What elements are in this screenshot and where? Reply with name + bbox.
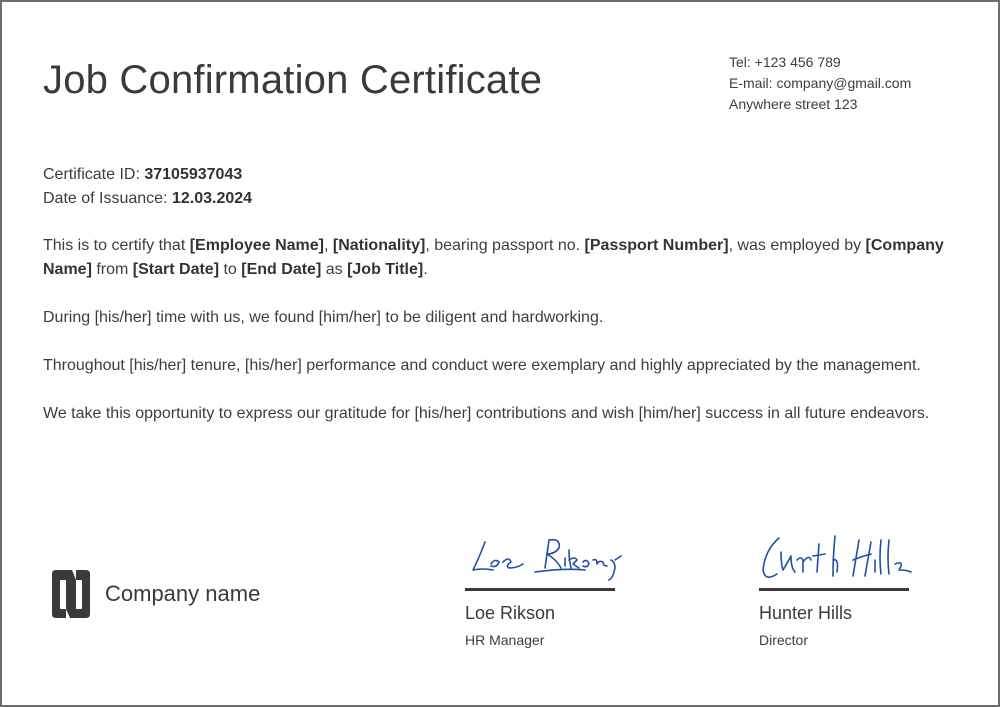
page-title: Job Confirmation Certificate — [43, 58, 543, 102]
end-date-placeholder: [End Date] — [241, 261, 322, 278]
paragraph-diligence: During [his/her] time with us, we found [him/her] to be diligent and hardworking. — [43, 309, 604, 326]
signature-block-director — [759, 530, 909, 648]
contact-phone: Tel: +123 456 789 — [729, 54, 841, 70]
signature-block-hr — [465, 530, 615, 648]
certificate-id-label: Certificate ID: — [43, 166, 145, 183]
contact-block — [729, 52, 911, 115]
signature-hr-manager — [465, 530, 630, 588]
signature-line — [465, 588, 615, 591]
text-fragment: to — [219, 261, 242, 278]
passport-number-placeholder: [Passport Number] — [584, 237, 729, 254]
contact-address: Anywhere street 123 — [729, 96, 858, 112]
company-name: Company name — [105, 581, 261, 606]
issuance-date-value: 12.03.2024 — [171, 190, 253, 207]
start-date-placeholder: [Start Date] — [132, 261, 220, 278]
paragraph-performance: Throughout [his/her] tenure, [his/her] performance and conduct were exemplary and highly appreciated by the management. — [43, 357, 921, 374]
contact-email: E-mail: company@gmail.com — [729, 75, 912, 91]
signer-name: Hunter Hills — [759, 603, 853, 623]
company-logo — [48, 568, 260, 620]
certificate-id-value: 37105937043 — [144, 166, 243, 183]
paragraph-certification — [43, 234, 963, 282]
paragraph-gratitude: We take this opportunity to express our gratitude for [his/her] contributions and wish [him/her] success in all future endeavors. — [43, 405, 930, 422]
nationality-placeholder: [Nationality] — [332, 237, 426, 254]
text-fragment: This is to certify that — [43, 237, 190, 254]
text-fragment: from — [91, 261, 133, 278]
certificate-body — [43, 234, 963, 450]
signer-role: HR Manager — [465, 632, 545, 648]
signer-name: Loe Rikson — [465, 603, 556, 623]
certificate-id-row — [43, 163, 252, 187]
text-fragment: . — [423, 261, 428, 278]
company-logo-icon — [48, 568, 94, 620]
signer-role: Director — [759, 632, 809, 648]
text-fragment: , bearing passport no. — [425, 237, 585, 254]
employee-name-placeholder: [Employee Name] — [189, 237, 324, 254]
signature-director — [759, 530, 919, 588]
text-fragment: , — [323, 237, 333, 254]
issuance-date-label: Date of Issuance: — [43, 190, 172, 207]
text-fragment: as — [321, 261, 348, 278]
job-title-placeholder: [Job Title] — [347, 261, 424, 278]
signature-line — [759, 588, 909, 591]
certificate-meta — [43, 163, 252, 211]
text-fragment: , was employed by — [728, 237, 866, 254]
issuance-date-row — [43, 187, 252, 211]
company-name-placeholder: [Company Name] — [43, 237, 944, 278]
